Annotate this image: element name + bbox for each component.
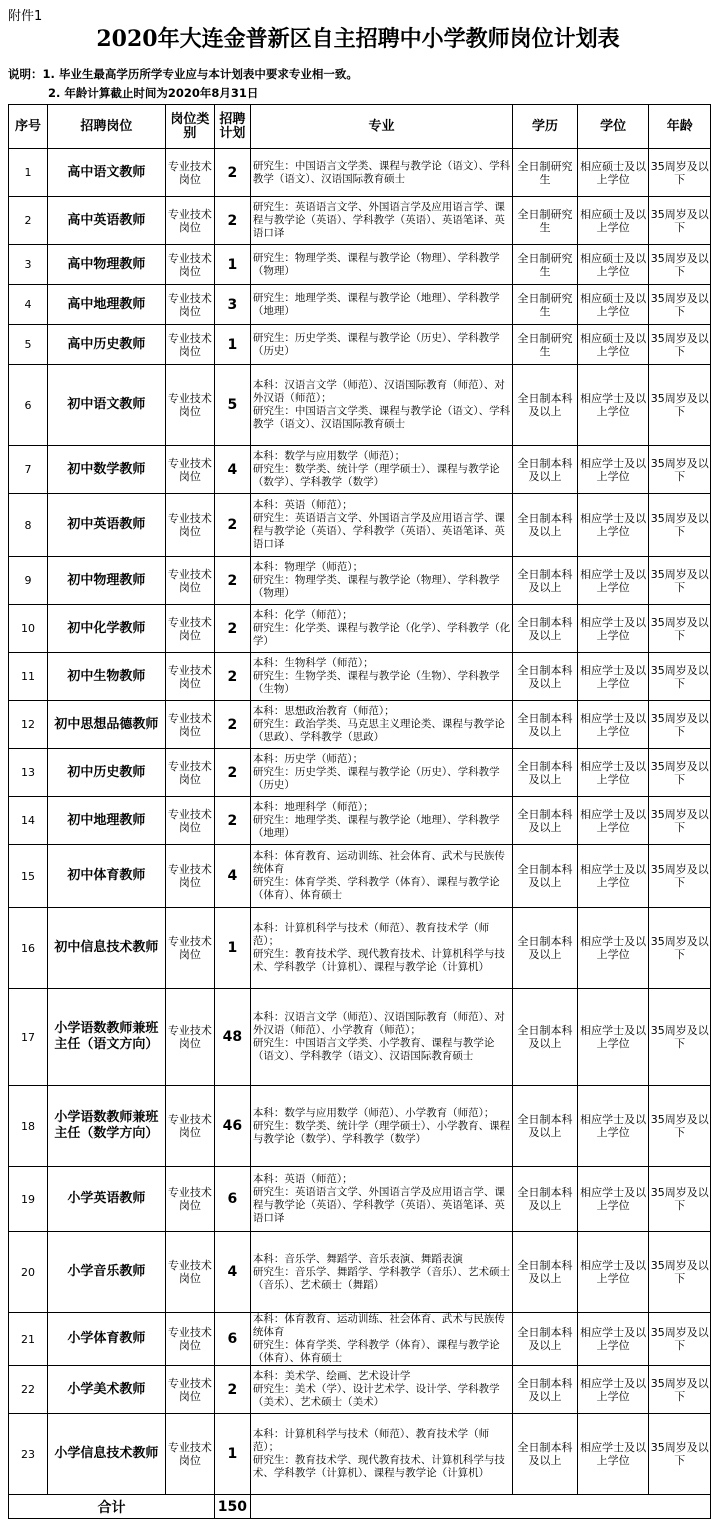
position-category: 专业技术岗位 [165,197,214,245]
major-requirement: 本科：体育教育、运动训练、社会体育、武术与民族传统体育 研究生：体育学类、学科教学（体育）、课程与教学论（体育）、体育硕士 [250,845,512,908]
position-category: 专业技术岗位 [165,749,214,797]
table-row [9,797,711,845]
major-requirement: 本科：思想政治教育（师范）； 研究生：政治学类、马克思主义理论类、课程与教学论（思政）、学科教学（思政） [250,701,512,749]
table-row [9,1232,711,1313]
age-requirement: 35周岁及以下 [649,989,711,1086]
major-requirement: 本科：汉语言文学（师范）、汉语国际教育（师范）、对外汉语（师范）、小学教育（师范）； 研究生：中国语言文学类、小学教育、课程与教学论（语文）、学科教学（语文）、汉语国际教育硕士 [250,989,512,1086]
degree-requirement: 相应学士及以上学位 [577,845,649,908]
education-requirement: 全日制研究生 [513,149,578,197]
major-requirement: 本科：数学与应用数学（师范）； 研究生：数学类、统计学（理学硕士）、课程与教学论（数学）、学科教学（数学） [250,446,512,494]
position-name: 高中物理教师 [47,245,165,285]
degree-requirement: 相应硕士及以上学位 [577,149,649,197]
position-category: 专业技术岗位 [165,605,214,653]
row-number: 5 [9,325,48,365]
recruit-count: 2 [214,749,250,797]
major-requirement: 研究生：地理学类、课程与教学论（地理）、学科教学（地理） [250,285,512,325]
age-requirement: 35周岁及以下 [649,701,711,749]
table-row [9,494,711,557]
age-requirement: 35周岁及以下 [649,845,711,908]
position-name: 初中地理教师 [47,797,165,845]
major-requirement: 本科：英语（师范）； 研究生：英语语言文学、外国语言学及应用语言学、课程与教学论（英语）、学科教学（英语）、英语笔译、英语口译 [250,494,512,557]
age-requirement: 35周岁及以下 [649,605,711,653]
age-requirement: 35周岁及以下 [649,365,711,446]
position-category: 专业技术岗位 [165,701,214,749]
total-empty [250,1495,710,1519]
age-requirement: 35周岁及以下 [649,1414,711,1495]
table-row [9,749,711,797]
note-line: 说明：1. 毕业生最高学历所学专业应与本计划表中要求专业相一致。 [8,67,358,81]
major-requirement: 研究生：历史学类、课程与教学论（历史）、学科教学（历史） [250,325,512,365]
position-name: 初中化学教师 [47,605,165,653]
recruit-count: 2 [214,557,250,605]
position-category: 专业技术岗位 [165,1414,214,1495]
position-name: 初中历史教师 [47,749,165,797]
position-name: 初中生物教师 [47,653,165,701]
position-name: 初中语文教师 [47,365,165,446]
position-category: 专业技术岗位 [165,1366,214,1414]
position-name: 初中数学教师 [47,446,165,494]
recruit-count: 4 [214,845,250,908]
degree-requirement: 相应学士及以上学位 [577,1086,649,1167]
position-name: 初中信息技术教师 [47,908,165,989]
position-category: 专业技术岗位 [165,908,214,989]
header-education: 学历 [513,105,578,149]
header-major: 专业 [250,105,512,149]
table-row [9,245,711,285]
major-requirement: 本科：计算机科学与技术（师范）、教育技术学（师范）； 研究生：教育技术学、现代教育技术、计算机科学与技术、学科教学（计算机）、课程与教学论（计算机） [250,1414,512,1495]
age-requirement: 35周岁及以下 [649,557,711,605]
note-line: 2. 年龄计算截止时间为2020年8月31日 [48,86,259,100]
table-row [9,653,711,701]
table-row [9,197,711,245]
degree-requirement: 相应学士及以上学位 [577,365,649,446]
degree-requirement: 相应学士及以上学位 [577,908,649,989]
recruit-count: 2 [214,149,250,197]
major-requirement: 研究生：中国语言文学类、课程与教学论（语文）、学科教学（语文）、汉语国际教育硕士 [250,149,512,197]
age-requirement: 35周岁及以下 [649,653,711,701]
header-position: 招聘岗位 [47,105,165,149]
degree-requirement: 相应学士及以上学位 [577,1232,649,1313]
table-row [9,989,711,1086]
position-name: 初中英语教师 [47,494,165,557]
degree-requirement: 相应学士及以上学位 [577,1313,649,1366]
position-category: 专业技术岗位 [165,245,214,285]
education-requirement: 全日制本科及以上 [513,1366,578,1414]
row-number: 3 [9,245,48,285]
major-requirement: 本科：化学（师范）； 研究生：化学类、课程与教学论（化学）、学科教学（化学） [250,605,512,653]
row-number: 20 [9,1232,48,1313]
position-name: 小学音乐教师 [47,1232,165,1313]
recruit-count: 2 [214,1366,250,1414]
header-age: 年龄 [649,105,711,149]
age-requirement: 35周岁及以下 [649,1232,711,1313]
table-row [9,149,711,197]
position-category: 专业技术岗位 [165,325,214,365]
position-name: 小学体育教师 [47,1313,165,1366]
degree-requirement: 相应学士及以上学位 [577,494,649,557]
age-requirement: 35周岁及以下 [649,197,711,245]
education-requirement: 全日制研究生 [513,197,578,245]
major-requirement: 本科：音乐学、舞蹈学、音乐表演、舞蹈表演 研究生：音乐学、舞蹈学、学科教学（音乐）、艺术硕士（音乐）、艺术硕士（舞蹈） [250,1232,512,1313]
row-number: 17 [9,989,48,1086]
degree-requirement: 相应硕士及以上学位 [577,197,649,245]
position-category: 专业技术岗位 [165,1167,214,1232]
age-requirement: 35周岁及以下 [649,245,711,285]
degree-requirement: 相应学士及以上学位 [577,797,649,845]
major-requirement: 本科：英语（师范）； 研究生：英语语言文学、外国语言学及应用语言学、课程与教学论（英语）、学科教学（英语）、英语笔译、英语口译 [250,1167,512,1232]
education-requirement: 全日制研究生 [513,245,578,285]
row-number: 19 [9,1167,48,1232]
recruitment-plan-table [8,104,711,1519]
position-category: 专业技术岗位 [165,557,214,605]
header-degree: 学位 [577,105,649,149]
education-requirement: 全日制本科及以上 [513,557,578,605]
position-category: 专业技术岗位 [165,845,214,908]
row-number: 6 [9,365,48,446]
recruit-count: 1 [214,908,250,989]
table-row [9,605,711,653]
row-number: 13 [9,749,48,797]
age-requirement: 35周岁及以下 [649,908,711,989]
age-requirement: 35周岁及以下 [649,494,711,557]
degree-requirement: 相应学士及以上学位 [577,605,649,653]
major-requirement: 本科：计算机科学与技术（师范）、教育技术学（师范）； 研究生：教育技术学、现代教育技术、计算机科学与技术、学科教学（计算机）、课程与教学论（计算机） [250,908,512,989]
position-name: 初中物理教师 [47,557,165,605]
degree-requirement: 相应学士及以上学位 [577,1366,649,1414]
recruit-count: 4 [214,1232,250,1313]
education-requirement: 全日制本科及以上 [513,446,578,494]
row-number: 23 [9,1414,48,1495]
position-name: 高中英语教师 [47,197,165,245]
education-requirement: 全日制本科及以上 [513,908,578,989]
position-name: 小学语数教师兼班主任（语文方向） [47,989,165,1086]
major-requirement: 本科：汉语言文学（师范）、汉语国际教育（师范）、对外汉语（师范）； 研究生：中国语言文学类、课程与教学论（语文）、学科教学（语文）、汉语国际教育硕士 [250,365,512,446]
position-category: 专业技术岗位 [165,494,214,557]
age-requirement: 35周岁及以下 [649,1086,711,1167]
row-number: 10 [9,605,48,653]
table-row [9,908,711,989]
education-requirement: 全日制本科及以上 [513,1414,578,1495]
degree-requirement: 相应学士及以上学位 [577,1414,649,1495]
position-name: 初中体育教师 [47,845,165,908]
education-requirement: 全日制研究生 [513,285,578,325]
degree-requirement: 相应学士及以上学位 [577,557,649,605]
recruit-count: 1 [214,1414,250,1495]
attachment-label: 附件1 [8,9,43,24]
row-number: 8 [9,494,48,557]
row-number: 1 [9,149,48,197]
age-requirement: 35周岁及以下 [649,325,711,365]
table-row [9,1167,711,1232]
recruit-count: 46 [214,1086,250,1167]
row-number: 4 [9,285,48,325]
total-count: 150 [214,1495,250,1519]
education-requirement: 全日制本科及以上 [513,701,578,749]
total-label: 合计 [9,1495,215,1519]
position-name: 高中地理教师 [47,285,165,325]
table-row [9,557,711,605]
position-category: 专业技术岗位 [165,653,214,701]
row-number: 15 [9,845,48,908]
position-category: 专业技术岗位 [165,285,214,325]
major-requirement: 研究生：物理学类、课程与教学论（物理）、学科教学（物理） [250,245,512,285]
position-name: 小学美术教师 [47,1366,165,1414]
degree-requirement: 相应学士及以上学位 [577,749,649,797]
table-row [9,446,711,494]
recruit-count: 6 [214,1167,250,1232]
position-category: 专业技术岗位 [165,1232,214,1313]
education-requirement: 全日制本科及以上 [513,797,578,845]
position-name: 小学语数教师兼班主任（数学方向） [47,1086,165,1167]
row-number: 14 [9,797,48,845]
position-category: 专业技术岗位 [165,797,214,845]
table-row [9,1086,711,1167]
table-row [9,1313,711,1366]
recruit-count: 5 [214,365,250,446]
position-name: 高中语文教师 [47,149,165,197]
recruit-count: 2 [214,197,250,245]
education-requirement: 全日制本科及以上 [513,845,578,908]
position-category: 专业技术岗位 [165,446,214,494]
recruit-count: 2 [214,701,250,749]
position-category: 专业技术岗位 [165,1313,214,1366]
age-requirement: 35周岁及以下 [649,1167,711,1232]
major-requirement: 本科：美术学、绘画、艺术设计学 研究生：美术（学）、设计艺术学、设计学、学科教学（美术）、艺术硕士（美术） [250,1366,512,1414]
age-requirement: 35周岁及以下 [649,446,711,494]
position-category: 专业技术岗位 [165,1086,214,1167]
degree-requirement: 相应学士及以上学位 [577,446,649,494]
education-requirement: 全日制研究生 [513,325,578,365]
recruit-count: 3 [214,285,250,325]
row-number: 21 [9,1313,48,1366]
age-requirement: 35周岁及以下 [649,285,711,325]
recruit-count: 2 [214,797,250,845]
recruit-count: 2 [214,494,250,557]
major-requirement: 本科：物理学（师范）； 研究生：物理学类、课程与教学论（物理）、学科教学（物理） [250,557,512,605]
major-requirement: 本科：生物科学（师范）； 研究生：生物学类、课程与教学论（生物）、学科教学（生物） [250,653,512,701]
recruit-count: 2 [214,653,250,701]
recruit-count: 4 [214,446,250,494]
major-requirement: 本科：地理科学（师范）； 研究生：地理学类、课程与教学论（地理）、学科教学（地理） [250,797,512,845]
row-number: 11 [9,653,48,701]
position-name: 小学英语教师 [47,1167,165,1232]
degree-requirement: 相应学士及以上学位 [577,701,649,749]
age-requirement: 35周岁及以下 [649,149,711,197]
recruit-count: 48 [214,989,250,1086]
row-number: 2 [9,197,48,245]
education-requirement: 全日制本科及以上 [513,1232,578,1313]
row-number: 16 [9,908,48,989]
position-category: 专业技术岗位 [165,989,214,1086]
position-name: 初中思想品德教师 [47,701,165,749]
recruit-count: 2 [214,605,250,653]
education-requirement: 全日制本科及以上 [513,605,578,653]
education-requirement: 全日制本科及以上 [513,1086,578,1167]
table-row [9,845,711,908]
row-number: 12 [9,701,48,749]
education-requirement: 全日制本科及以上 [513,1167,578,1232]
recruit-count: 1 [214,245,250,285]
table-row [9,325,711,365]
header-no: 序号 [9,105,48,149]
education-requirement: 全日制本科及以上 [513,749,578,797]
total-row [9,1495,711,1519]
major-requirement: 本科：历史学（师范）； 研究生：历史学类、课程与教学论（历史）、学科教学（历史） [250,749,512,797]
recruit-count: 6 [214,1313,250,1366]
degree-requirement: 相应硕士及以上学位 [577,245,649,285]
education-requirement: 全日制本科及以上 [513,989,578,1086]
age-requirement: 35周岁及以下 [649,749,711,797]
table-row [9,701,711,749]
header-category: 岗位类别 [165,105,214,149]
row-number: 9 [9,557,48,605]
row-number: 7 [9,446,48,494]
position-name: 小学信息技术教师 [47,1414,165,1495]
page-title: 2020年大连金普新区自主招聘中小学教师岗位计划表 [96,26,620,52]
major-requirement: 研究生：英语语言文学、外国语言学及应用语言学、课程与教学论（英语）、学科教学（英语）、英语笔译、英语口译 [250,197,512,245]
table-row [9,365,711,446]
age-requirement: 35周岁及以下 [649,797,711,845]
degree-requirement: 相应学士及以上学位 [577,1167,649,1232]
education-requirement: 全日制本科及以上 [513,365,578,446]
header-count: 招聘计划 [214,105,250,149]
table-header-row [9,105,711,149]
education-requirement: 全日制本科及以上 [513,653,578,701]
table-row [9,1414,711,1495]
row-number: 18 [9,1086,48,1167]
position-category: 专业技术岗位 [165,365,214,446]
age-requirement: 35周岁及以下 [649,1313,711,1366]
recruit-count: 1 [214,325,250,365]
position-category: 专业技术岗位 [165,149,214,197]
degree-requirement: 相应学士及以上学位 [577,653,649,701]
table-row [9,285,711,325]
major-requirement: 本科：数学与应用数学（师范）、小学教育（师范）； 研究生：数学类、统计学（理学硕士）、小学教育、课程与教学论（数学）、学科教学（数学） [250,1086,512,1167]
age-requirement: 35周岁及以下 [649,1366,711,1414]
major-requirement: 本科：体育教育、运动训练、社会体育、武术与民族传统体育 研究生：体育学类、学科教学（体育）、课程与教学论（体育）、体育硕士 [250,1313,512,1366]
education-requirement: 全日制本科及以上 [513,494,578,557]
degree-requirement: 相应硕士及以上学位 [577,325,649,365]
degree-requirement: 相应硕士及以上学位 [577,285,649,325]
degree-requirement: 相应学士及以上学位 [577,989,649,1086]
table-row [9,1366,711,1414]
row-number: 22 [9,1366,48,1414]
education-requirement: 全日制本科及以上 [513,1313,578,1366]
position-name: 高中历史教师 [47,325,165,365]
